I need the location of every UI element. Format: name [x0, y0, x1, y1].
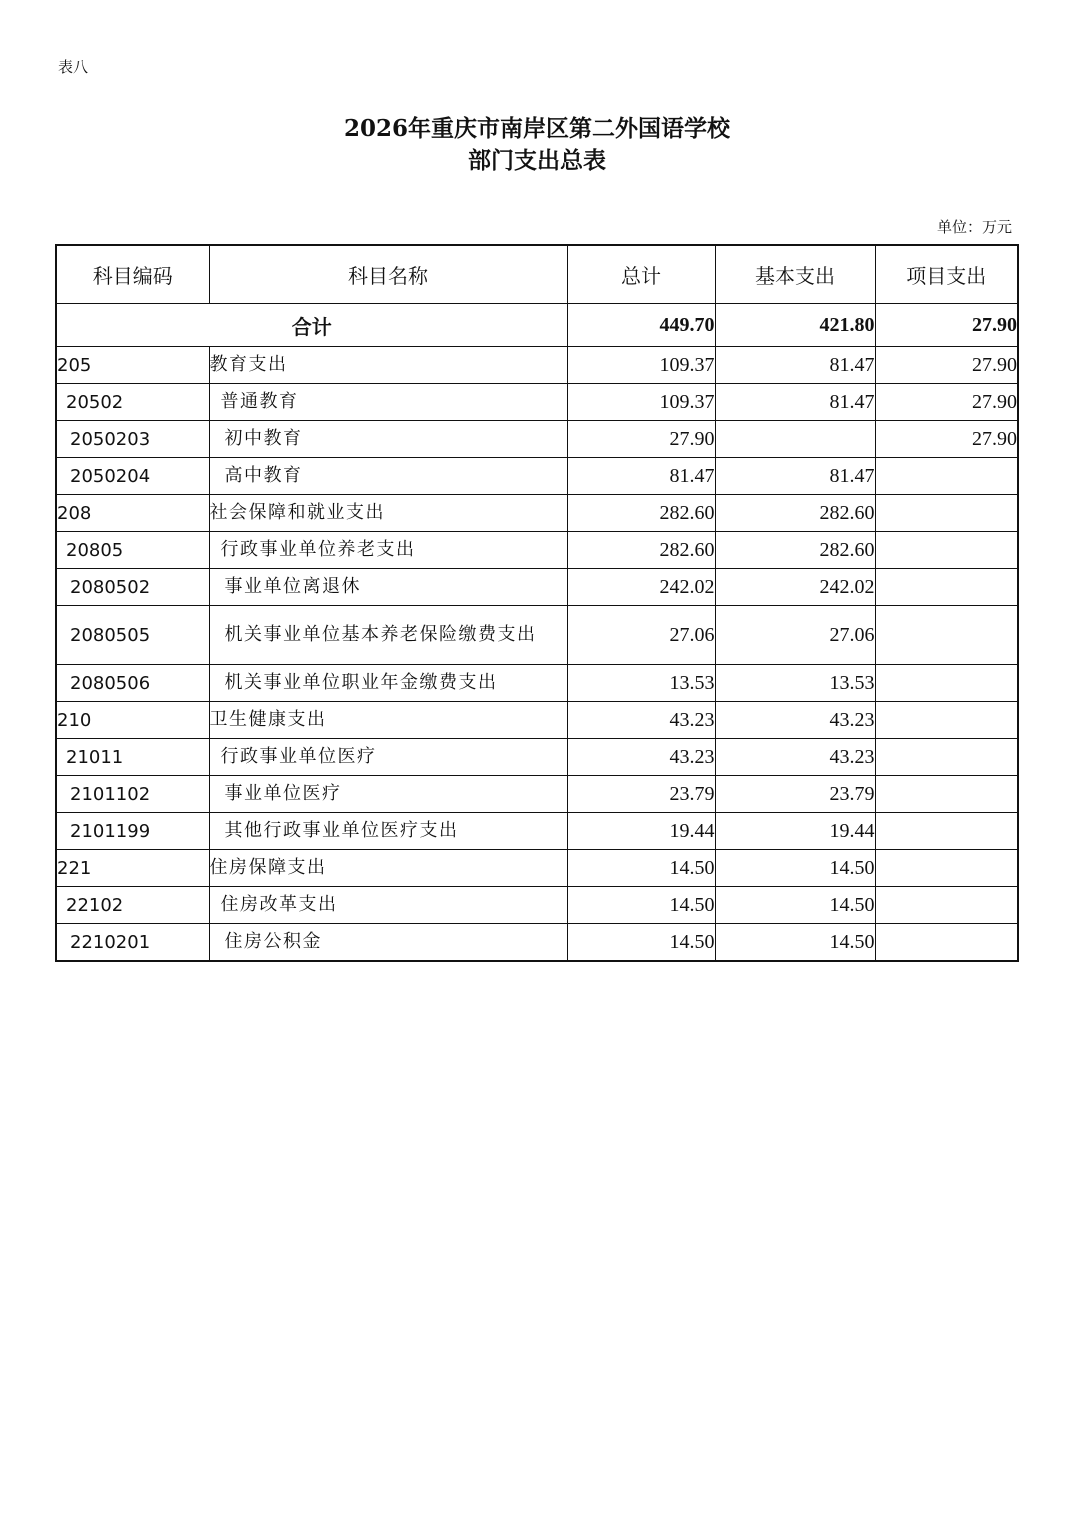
- subject-name: 其他行政事业单位医疗支出: [209, 813, 567, 850]
- row-basic: 14.50: [715, 887, 875, 924]
- subject-code: 2080502: [56, 569, 209, 606]
- subject-code: 208: [56, 495, 209, 532]
- table-row: [56, 924, 1018, 962]
- table-row: [56, 495, 1018, 532]
- subject-name: 卫生健康支出: [209, 702, 567, 739]
- subject-name: 机关事业单位职业年金缴费支出: [209, 665, 567, 702]
- row-basic: 282.60: [715, 532, 875, 569]
- subject-code: 2101102: [56, 776, 209, 813]
- subject-code: 221: [56, 850, 209, 887]
- subject-name: 初中教育: [209, 421, 567, 458]
- row-total: 27.06: [567, 606, 715, 665]
- row-basic: 43.23: [715, 739, 875, 776]
- header-row: [56, 245, 1018, 304]
- table-row: [56, 813, 1018, 850]
- subject-code: 205: [56, 347, 209, 384]
- subject-code: 2050203: [56, 421, 209, 458]
- subject-code: 2101199: [56, 813, 209, 850]
- row-total: 14.50: [567, 887, 715, 924]
- subject-code: 2210201: [56, 924, 209, 962]
- row-project: [875, 495, 1018, 532]
- row-total: 23.79: [567, 776, 715, 813]
- subject-name: 住房改革支出: [209, 887, 567, 924]
- row-project: [875, 850, 1018, 887]
- row-basic: 14.50: [715, 850, 875, 887]
- row-basic: 43.23: [715, 702, 875, 739]
- row-total: 43.23: [567, 739, 715, 776]
- row-project: 27.90: [875, 421, 1018, 458]
- row-project: 27.90: [875, 347, 1018, 384]
- row-total: 27.90: [567, 421, 715, 458]
- subject-name: 事业单位医疗: [209, 776, 567, 813]
- row-basic: 19.44: [715, 813, 875, 850]
- page-subtitle: 部门支出总表: [468, 147, 606, 174]
- subject-code: 2050204: [56, 458, 209, 495]
- table-row: [56, 739, 1018, 776]
- subject-name: 普通教育: [209, 384, 567, 421]
- row-project: [875, 532, 1018, 569]
- subject-name: 教育支出: [209, 347, 567, 384]
- subject-name: 行政事业单位养老支出: [209, 532, 567, 569]
- row-basic: 81.47: [715, 384, 875, 421]
- subject-code: 22102: [56, 887, 209, 924]
- subject-code: 20805: [56, 532, 209, 569]
- row-project: [875, 458, 1018, 495]
- table-row: [56, 887, 1018, 924]
- table-row: [56, 702, 1018, 739]
- row-project: [875, 813, 1018, 850]
- row-basic: 13.53: [715, 665, 875, 702]
- row-total: 19.44: [567, 813, 715, 850]
- table-row: [56, 384, 1018, 421]
- row-basic: 23.79: [715, 776, 875, 813]
- subject-name: 行政事业单位医疗: [209, 739, 567, 776]
- subject-code: 210: [56, 702, 209, 739]
- subject-name: 社会保障和就业支出: [209, 495, 567, 532]
- row-total: 14.50: [567, 850, 715, 887]
- subject-name: 住房保障支出: [209, 850, 567, 887]
- header-code: 科目编码: [56, 245, 209, 304]
- subject-code: 20502: [56, 384, 209, 421]
- header-basic: 基本支出: [715, 245, 875, 304]
- row-total: 14.50: [567, 924, 715, 962]
- row-total: 109.37: [567, 347, 715, 384]
- subject-code: 2080506: [56, 665, 209, 702]
- row-total: 242.02: [567, 569, 715, 606]
- row-basic: [715, 421, 875, 458]
- table-row: [56, 458, 1018, 495]
- row-project: [875, 702, 1018, 739]
- table-row: [56, 532, 1018, 569]
- subject-name: 事业单位离退休: [209, 569, 567, 606]
- row-project: [875, 569, 1018, 606]
- total-sum: 449.70: [567, 304, 715, 347]
- subject-name: 机关事业单位基本养老保险缴费支出: [209, 606, 567, 665]
- table-row: [56, 569, 1018, 606]
- row-total: 81.47: [567, 458, 715, 495]
- row-project: [875, 924, 1018, 962]
- table-row: [56, 776, 1018, 813]
- row-project: [875, 887, 1018, 924]
- row-project: [875, 606, 1018, 665]
- row-total: 109.37: [567, 384, 715, 421]
- subject-code: 21011: [56, 739, 209, 776]
- header-project: 项目支出: [875, 245, 1018, 304]
- table-row: [56, 606, 1018, 665]
- header-total: 总计: [567, 245, 715, 304]
- row-basic: 282.60: [715, 495, 875, 532]
- header-name: 科目名称: [209, 245, 567, 304]
- row-total: 43.23: [567, 702, 715, 739]
- row-basic: 81.47: [715, 347, 875, 384]
- table-row: [56, 665, 1018, 702]
- total-basic: 421.80: [715, 304, 875, 347]
- total-label: 合计: [56, 304, 567, 347]
- row-project: [875, 739, 1018, 776]
- total-project: 27.90: [875, 304, 1018, 347]
- document-label: 表八: [58, 58, 89, 76]
- total-row: [56, 304, 1018, 347]
- row-total: 282.60: [567, 532, 715, 569]
- row-basic: 81.47: [715, 458, 875, 495]
- subject-code: 2080505: [56, 606, 209, 665]
- row-project: [875, 665, 1018, 702]
- table-row: [56, 347, 1018, 384]
- table-row: [56, 850, 1018, 887]
- table-row: [56, 421, 1018, 458]
- subject-name: 住房公积金: [209, 924, 567, 962]
- expenditure-table: [55, 244, 1019, 962]
- row-total: 13.53: [567, 665, 715, 702]
- row-basic: 242.02: [715, 569, 875, 606]
- row-total: 282.60: [567, 495, 715, 532]
- unit-label: 单位：万元: [936, 218, 1012, 236]
- row-project: 27.90: [875, 384, 1018, 421]
- row-basic: 27.06: [715, 606, 875, 665]
- row-project: [875, 776, 1018, 813]
- subject-name: 高中教育: [209, 458, 567, 495]
- page-title: 2026年重庆市南岸区第二外国语学校: [343, 115, 730, 142]
- row-basic: 14.50: [715, 924, 875, 962]
